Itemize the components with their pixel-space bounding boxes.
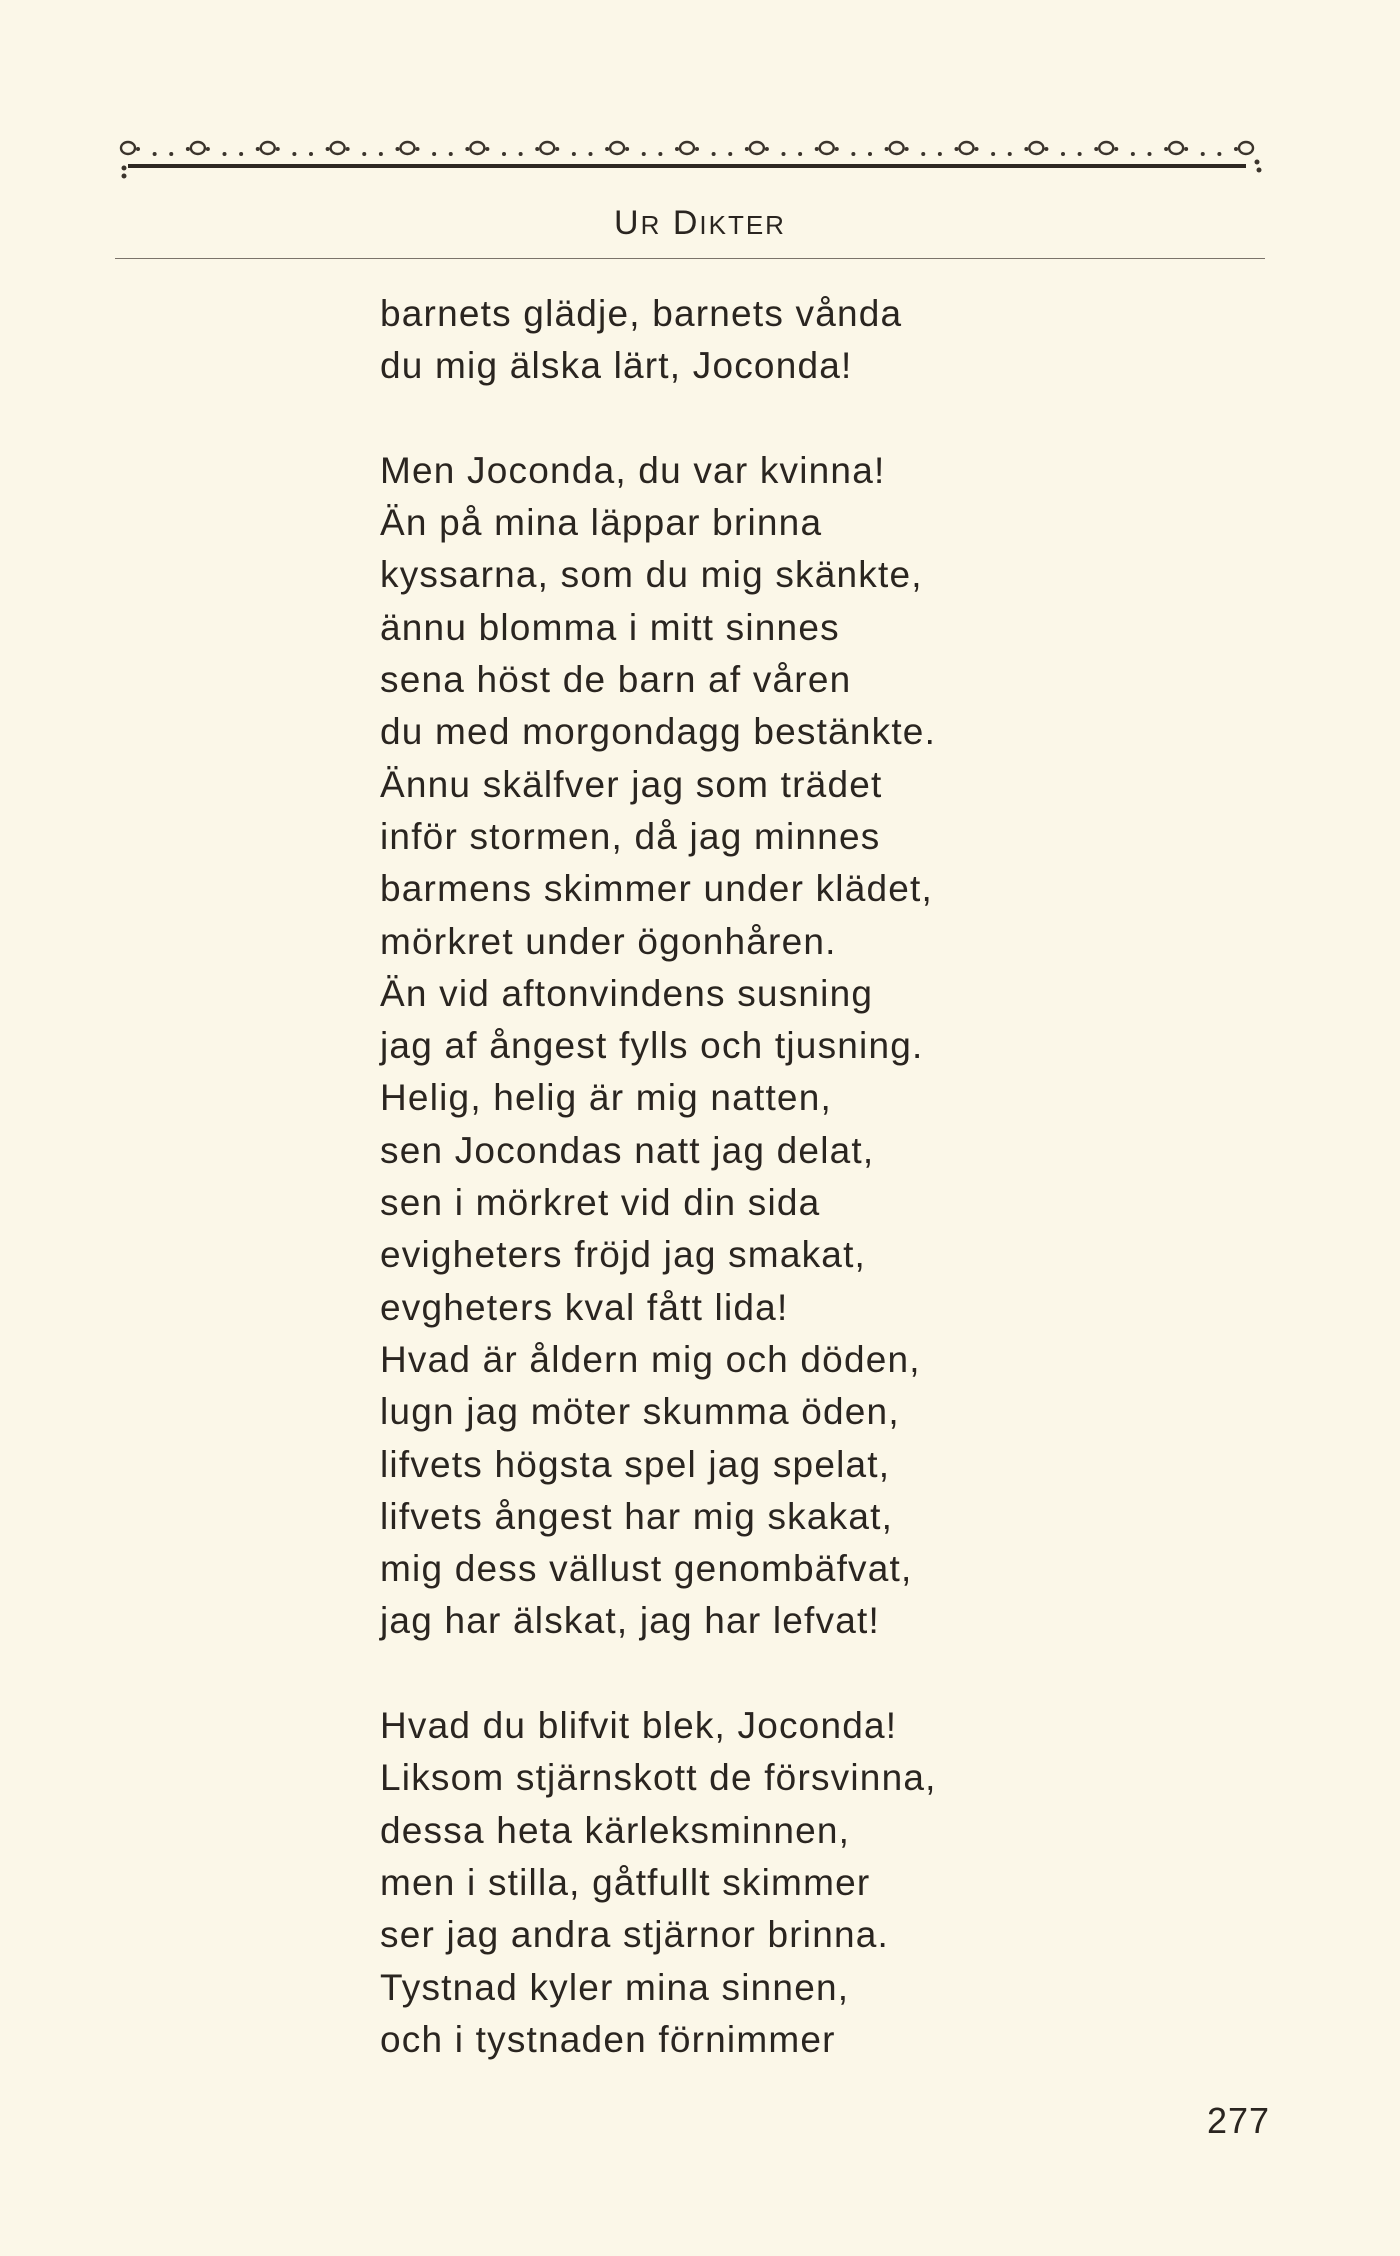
page-number: 277 (1207, 2100, 1271, 2141)
poem-line: kyssarna, som du mig skänkte, (380, 554, 923, 596)
poem-body (380, 288, 1180, 2066)
poem-line: sen i mörkret vid din sida (380, 1182, 821, 1224)
poem-line: Liksom stjärnskott de försvinna, (380, 1757, 937, 1799)
stanza (380, 445, 1180, 1648)
poem-line: inför stormen, då jag minnes (380, 815, 881, 857)
poem-line: mig dess vällust genombäfvat, (380, 1548, 913, 1590)
poem-line: barmens skimmer under klädet, (380, 868, 933, 910)
stanza (380, 288, 1180, 393)
chain-ornament-border (118, 130, 1268, 184)
poem-line: Än på mina läppar brinna (380, 502, 823, 544)
poem-line: du mig älska lärt, Joconda! (380, 345, 853, 387)
poem-line: dessa heta kärleksminnen, (380, 1809, 851, 1851)
poem-line: mörkret under ögonhåren. (380, 920, 837, 962)
poem-line: evigheters fröjd jag smakat, (380, 1234, 867, 1276)
poem-line: Hvad är åldern mig och döden, (380, 1338, 921, 1380)
poem-line: jag har älskat, jag har lefvat! (380, 1600, 880, 1642)
poem-line: lifvets högsta spel jag spelat, (380, 1443, 891, 1485)
poem-line: jag af ångest fylls och tjusning. (380, 1025, 924, 1067)
poem-line: Än vid aftonvindens susning (380, 972, 874, 1014)
poem-line: men i stilla, gåtfullt skimmer (380, 1861, 871, 1903)
poem-line: sena höst de barn af våren (380, 659, 852, 701)
stanza (380, 1700, 1180, 2066)
running-head-title: UR DIKTER (614, 204, 786, 242)
poem-line: Ännu skälfver jag som trädet (380, 763, 883, 805)
poem-line: Helig, helig är mig natten, (380, 1077, 832, 1119)
poem-line: och i tystnaden förnimmer (380, 2018, 836, 2060)
poem-line: du med morgondagg bestänkte. (380, 711, 937, 753)
poem-line: ser jag andra stjärnor brinna. (380, 1914, 890, 1956)
poem-line: evgheters kval fått lida! (380, 1286, 789, 1328)
poem-line: lugn jag möter skumma öden, (380, 1391, 900, 1433)
poem-line: Men Joconda, du var kvinna! (380, 449, 886, 491)
poem-line: lifvets ångest har mig skakat, (380, 1495, 894, 1537)
poem-line: barnets glädje, barnets vånda (380, 293, 903, 334)
poem-line: Tystnad kyler mina sinnen, (380, 1966, 850, 2008)
poem-line: Hvad du blifvit blek, Joconda! (380, 1705, 898, 1747)
running-head (0, 204, 1400, 243)
poem-line: sen Jocondas natt jag delat, (380, 1129, 875, 1171)
poem-line: ännu blomma i mitt sinnes (380, 606, 840, 648)
header-rule (115, 258, 1265, 259)
